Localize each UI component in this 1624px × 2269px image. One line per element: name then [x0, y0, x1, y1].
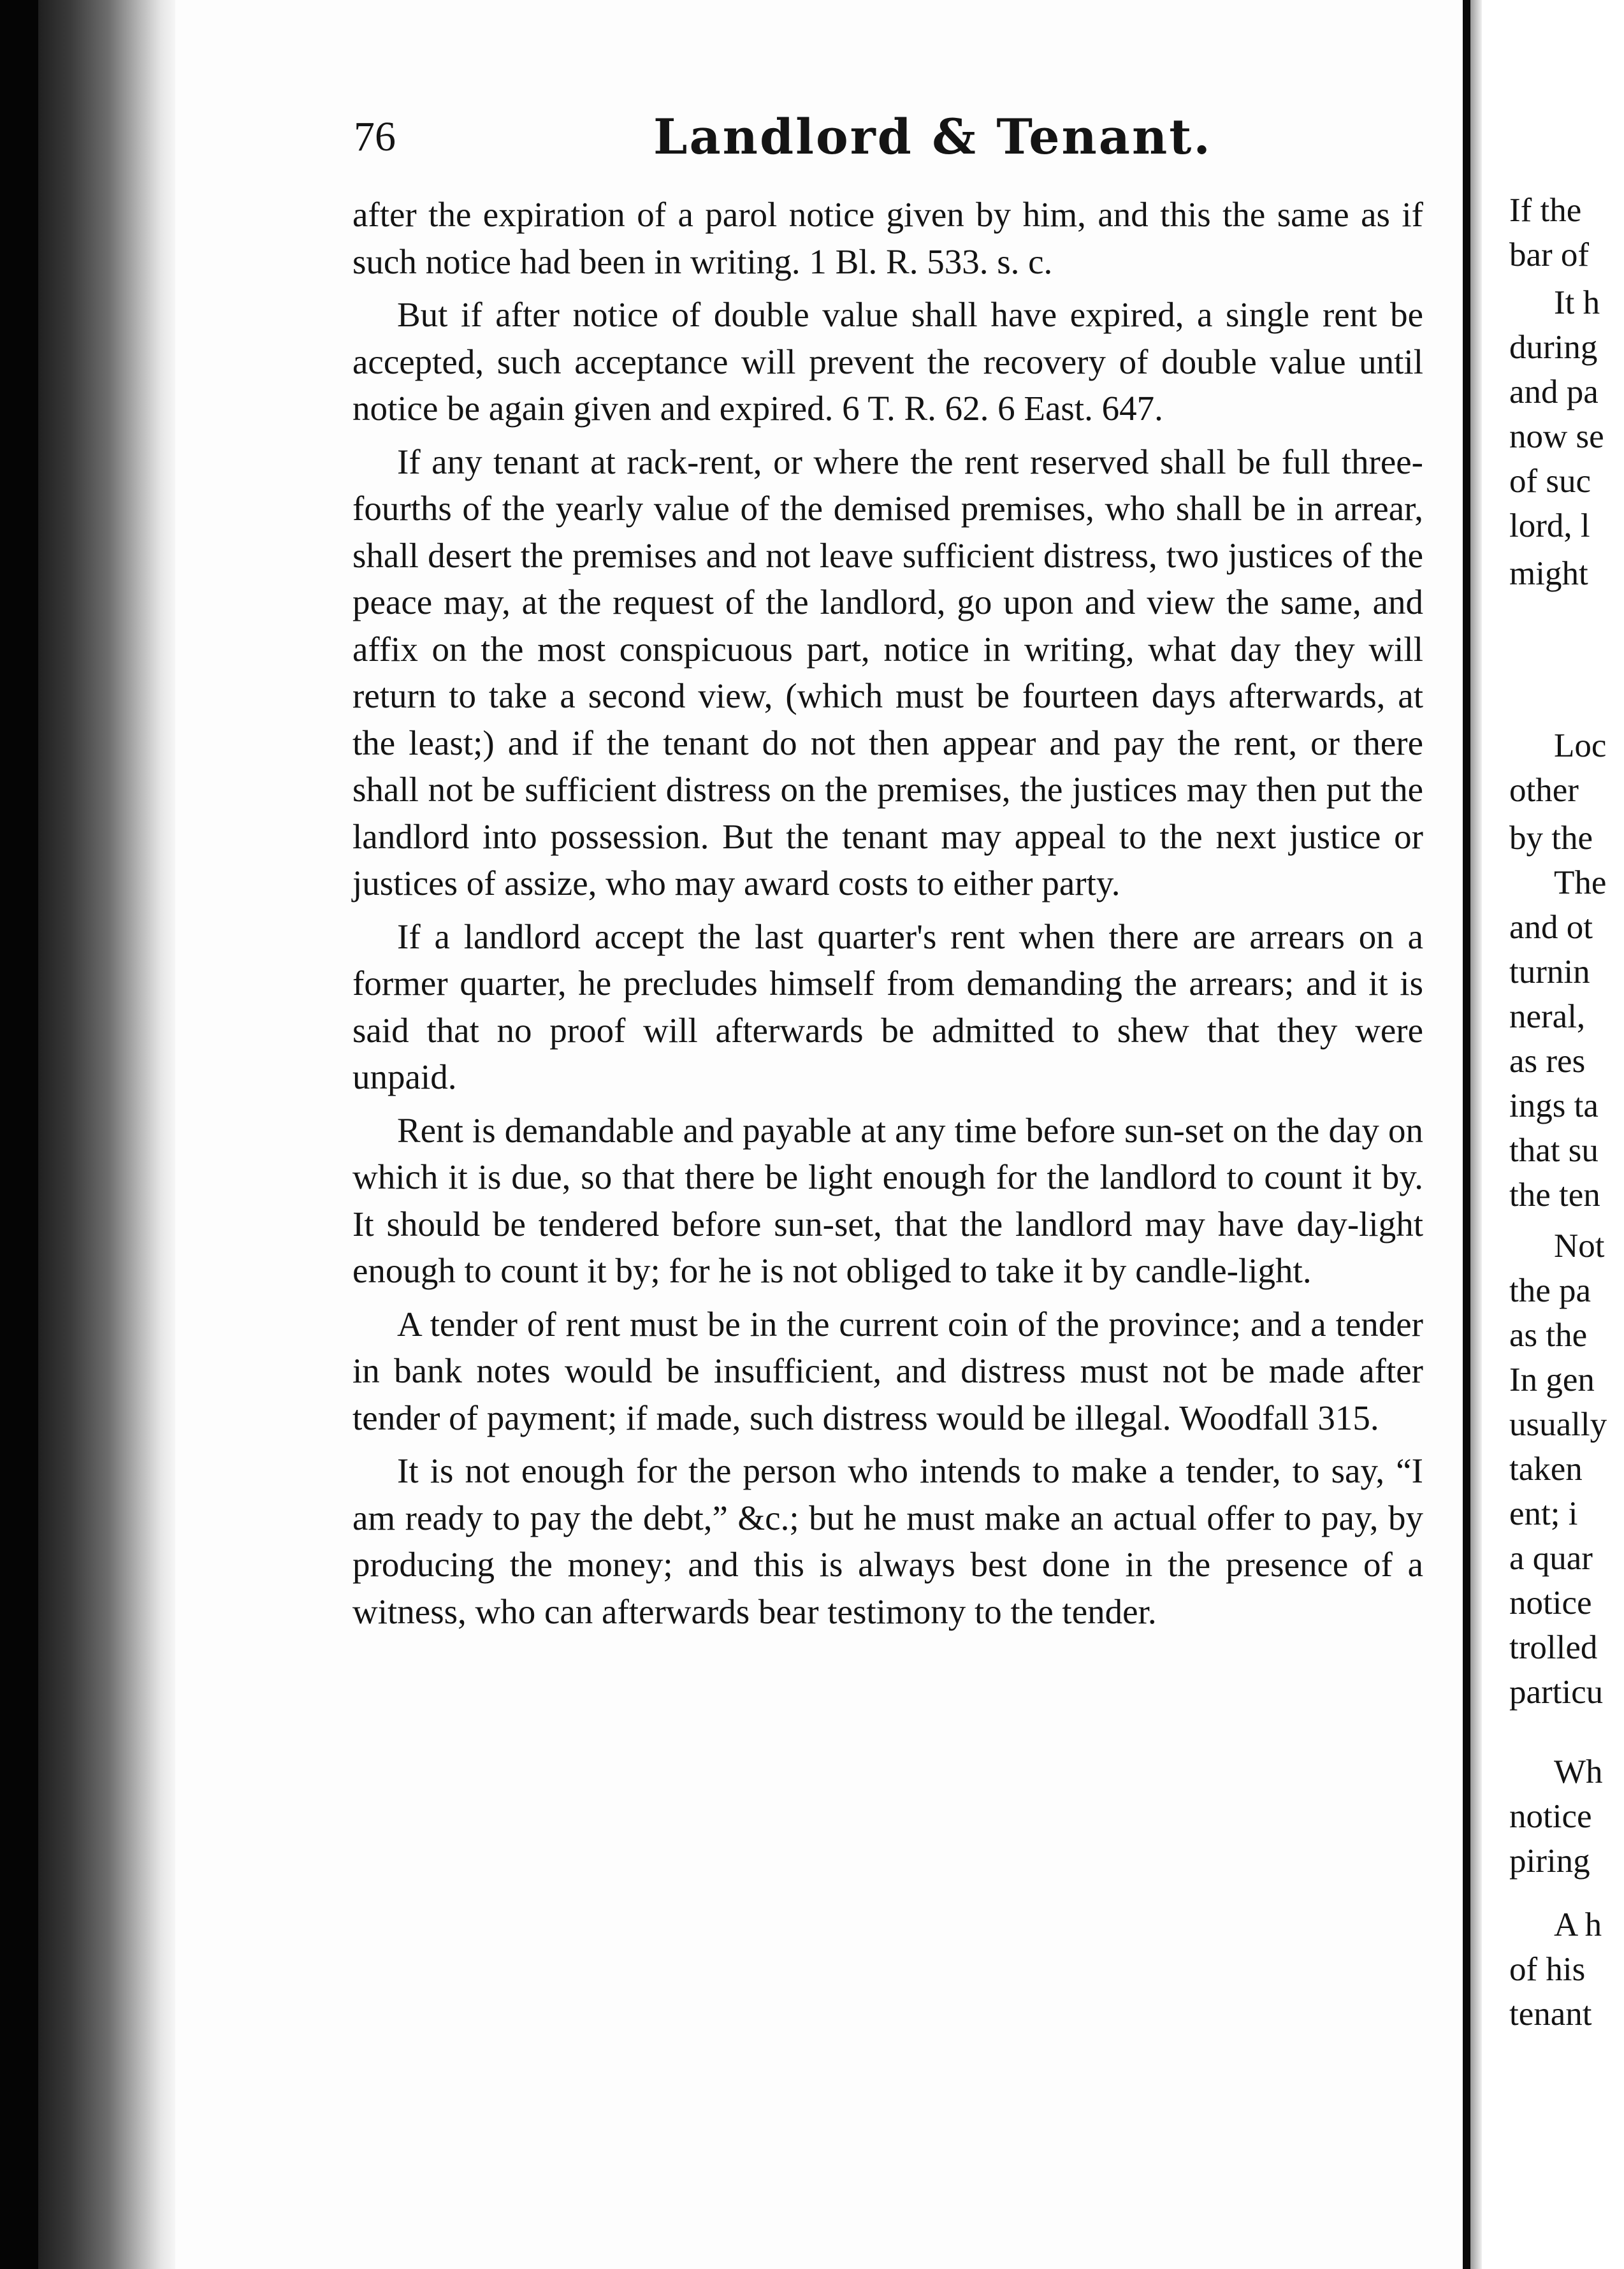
fragment-line: usually — [1509, 1406, 1607, 1443]
paragraph: But if after notice of double value shall have expired, a single rent be accepted, such acceptance will prevent the recovery of double value until notice be again given and expired. 6 T. R. 62. 6 East. 647. — [352, 295, 1423, 428]
fragment-line: lord, l — [1509, 507, 1590, 544]
fragment-line: neral, — [1509, 998, 1586, 1035]
fragment-line: the pa — [1509, 1272, 1591, 1309]
fragment-line: a quar — [1509, 1540, 1593, 1577]
paragraph: If any tenant at rack-rent, or where the rent reserved shall be full three-fourths of the yearly value of the demised premises, who shall be in arrear, shall desert the premises and not leave sufficient distress, two justices of the peace may, at the request of the landlord, go upon and view the same, and affix on the most conspicuous part, notice in writing, what day they will return to take a second view, (which must be fourteen days afterwards, at the least;) and if the tenant do not then appear and pay the rent, or there shall not be sufficient distress on the premises, the justices may then put the landlord into possession. But the tenant may appeal to the next justice or justices of assize, who may award costs to either party. — [352, 442, 1423, 903]
fragment-line: Not — [1554, 1228, 1605, 1265]
fragment-line: other — [1509, 772, 1579, 809]
paragraph: A tender of rent must be in the current coin of the province; and a tender in bank notes would be insufficient, and distress must not be made after tender of payment; if made, such distress would be illegal. Woodfall 315. — [352, 1304, 1423, 1437]
fragment-line: by the — [1509, 820, 1593, 857]
paragraph: It is not enough for the person who intends to make a tender, to say, “I am ready to pay the debt,” &c.; but he must make an actual offer to pay, by producing the money; and this is always best done in the presence of a witness, who can afterwards bear testimony to the tender. — [352, 1451, 1423, 1631]
fragment-line: trolled — [1509, 1629, 1598, 1666]
fragment-line: during — [1509, 329, 1598, 366]
fragment-line: notice — [1509, 1584, 1592, 1621]
fragment-line: might — [1509, 555, 1588, 592]
page-number: 76 — [354, 113, 396, 160]
facing-page-fragment — [1509, 191, 1624, 2269]
paragraph: If a landlord accept the last quarter's rent when there are arrears on a former quarter, he precludes himself from demanding the arrears; and it is said that no proof will afterwards be admitted to shew that they were unpaid. — [352, 917, 1423, 1096]
fragment-line: The — [1554, 864, 1607, 901]
fragment-line: as the — [1509, 1317, 1588, 1354]
main-text-block — [352, 191, 1423, 1641]
fragment-line: bar of — [1509, 236, 1590, 273]
spine-shadow — [1470, 0, 1482, 2269]
running-title: Landlord & Tenant. — [653, 108, 1212, 165]
fragment-line: now se — [1509, 418, 1604, 455]
fragment-line: particu — [1509, 1674, 1604, 1711]
fragment-line: tenant — [1509, 1996, 1592, 2033]
fragment-line: ent; i — [1509, 1495, 1578, 1532]
fragment-line: as res — [1509, 1043, 1586, 1080]
fragment-line: If the — [1509, 192, 1582, 229]
fragment-line: and ot — [1509, 909, 1593, 946]
fragment-line: Wh — [1554, 1753, 1603, 1790]
fragment-line: piring — [1509, 1843, 1590, 1880]
fragment-line: It h — [1554, 284, 1600, 321]
page-header — [354, 102, 1431, 172]
fragment-line: taken — [1509, 1451, 1583, 1488]
paragraph: Rent is demandable and payable at any time before sun-set on the day on which it is due, so that there be light enough for the landlord to count it by. It should be tendered before sun-set, that the landlord may have day-light enough to count it by; for he is not obliged to take it by candle-light. — [352, 1110, 1423, 1290]
book-spine — [1463, 0, 1470, 2269]
fragment-line: turnin — [1509, 953, 1590, 990]
fragment-line: of his — [1509, 1951, 1586, 1988]
paragraph: after the expiration of a parol notice given by him, and this the same as if such notice had been in writing. 1 Bl. R. 533. s. c. — [352, 195, 1423, 281]
fragment-line: of suc — [1509, 463, 1591, 500]
fragment-line: the ten — [1509, 1177, 1600, 1214]
fragment-line: A h — [1554, 1906, 1602, 1943]
fragment-line: that su — [1509, 1132, 1599, 1169]
fragment-line: and pa — [1509, 373, 1599, 410]
fragment-line: Loc — [1554, 727, 1607, 764]
fragment-line: notice — [1509, 1798, 1592, 1835]
fragment-line: In gen — [1509, 1361, 1595, 1398]
fragment-line: ings ta — [1509, 1087, 1599, 1124]
gutter-edge — [0, 0, 38, 2269]
